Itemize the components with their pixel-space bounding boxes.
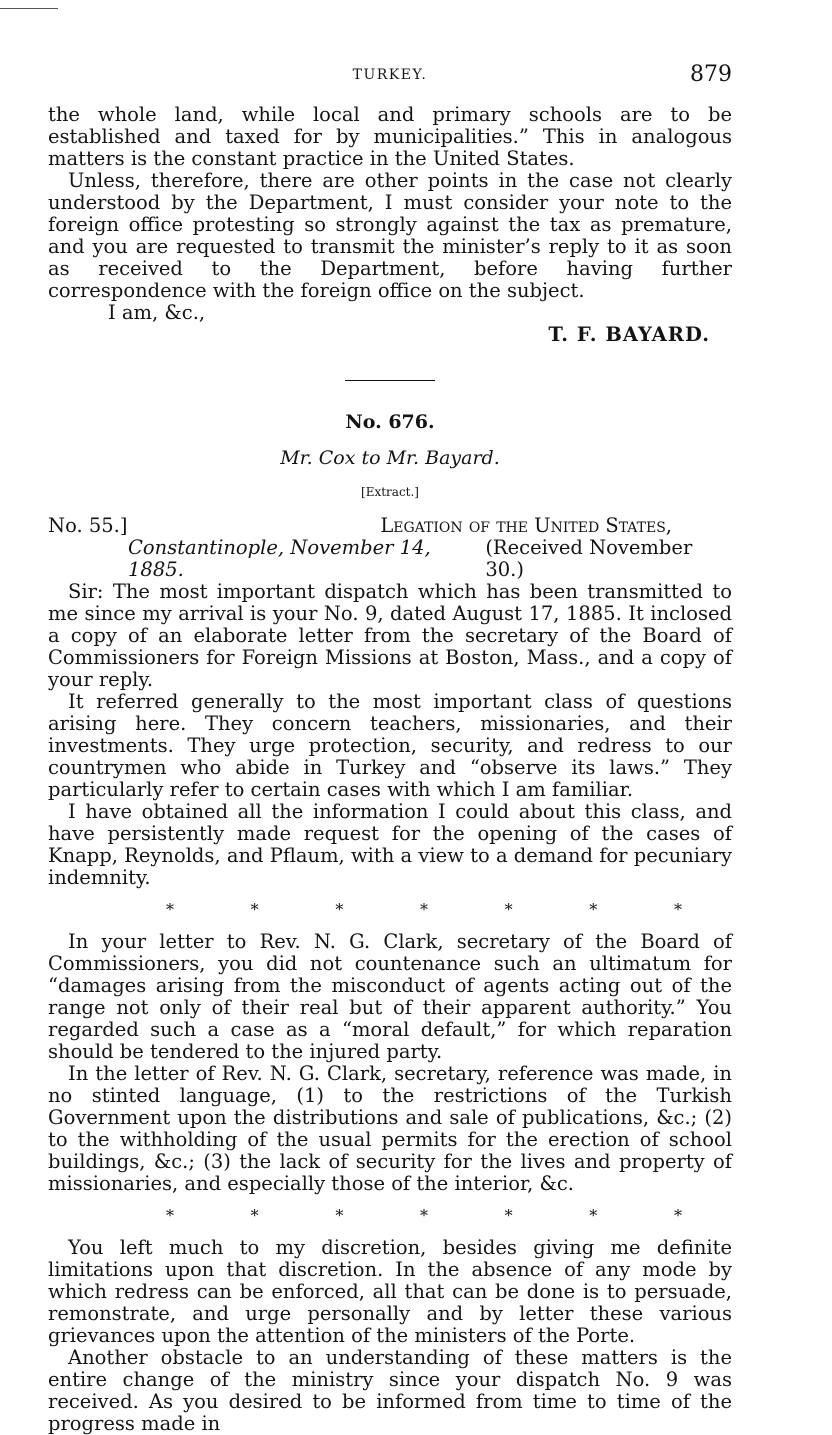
- section-divider: [345, 380, 435, 381]
- signature: T. F. BAYARD.: [548, 323, 710, 346]
- paragraph: You left much to my discretion, besides giving me definite limitations upon that discretion. In the absence of any mode by which redress can be enforced, all that can be done is to persuade, remonstrate, and urge personally and by letter these various grievances upon the attention of the ministers of the Porte.: [48, 1236, 732, 1347]
- paragraph: In the letter of Rev. N. G. Clark, secretary, reference was made, in no stinted language, (1) to the restrictions of the Turkish Government upon the distributions and sale of publications, &c.; (2) to the withholding of the usual permits for the erection of school buildings, &c.; (3) the lack of security for the lives and property of missionaries, and especially those of the interior, &c.: [48, 1062, 732, 1195]
- dispatch-header: [48, 515, 732, 537]
- legation-name: Legation of the United States,: [380, 514, 672, 537]
- asterisk: *: [166, 900, 174, 919]
- paragraph: It referred generally to the most important class of questions arising here. They concern teachers, missionaries, and their investments. They urge protection, security, and redress to our countrymen who abide in Turkey and “observe its laws.” They particularly refer to certain cases with which I am familiar.: [48, 690, 732, 801]
- asterisk: *: [589, 900, 598, 919]
- asterisk: *: [335, 1206, 344, 1225]
- document-number: No. 676.: [345, 411, 435, 433]
- dispatch-number: No. 55.]: [48, 514, 128, 537]
- document-heading: Mr. Cox to Mr. Bayard.: [280, 447, 500, 469]
- paragraph: In your letter to Rev. N. G. Clark, secretary of the Board of Commissioners, you did not countenance such an ultimatum for “damages arising from the misconduct of agents acting out of the range not only of their real but of their apparent authority.” You regarded such a case as a “moral default,” for which reparation should be tendered to the injured party.: [48, 930, 732, 1063]
- paragraph: Another obstacle to an understanding of these matters is the entire change of the ministry since your dispatch No. 9 was received. As you desired to be informed from time to time of the progress made in: [48, 1346, 732, 1435]
- place-date: Constantinople, November 14, 1885.: [128, 536, 431, 581]
- asterisk: *: [419, 1206, 428, 1225]
- asterisk: *: [673, 1206, 682, 1225]
- page-number: 879: [690, 62, 732, 87]
- running-title: TURKEY.: [352, 67, 428, 83]
- asterisk: *: [166, 1206, 174, 1225]
- extract-note: [Extract.]: [361, 485, 419, 499]
- paragraph: Sir: The most important dispatch which has been transmitted to me since my arrival is your No. 9, dated August 17, 1885. It inclosed a copy of an elaborate letter from the secretary of the Board of Commissioners for Foreign Missions at Boston, Mass., and a copy of your reply.: [48, 580, 732, 691]
- paragraph: I have obtained all the information I could about this class, and have persistently made request for the opening of the cases of Knapp, Reynolds, and Pflaum, with a view to a demand for pecuniary indemnity.: [48, 800, 732, 889]
- asterism-divider: [48, 1205, 732, 1227]
- dispatch-origin: [48, 537, 732, 581]
- asterisk: *: [250, 1206, 259, 1225]
- paragraph-continued: the whole land, while local and primary schools are to be established and taxed for by municipalities.” This in analogous matters is the constant practice in the United States.: [48, 103, 732, 170]
- running-header: [48, 62, 732, 92]
- paragraph: Unless, therefore, there are other points in the case not clearly understood by the Department, I must consider your note to the foreign office protesting so strongly against the tax as premature, and you are requested to transmit the minister’s reply to it as soon as received to the Department, before having further correspondence with the foreign office on the subject.: [48, 169, 732, 302]
- closing-salutation: I am, &c.,: [108, 301, 206, 324]
- asterisk: *: [335, 900, 344, 919]
- page-body: [48, 104, 732, 1435]
- received-date: (Received November 30.): [485, 536, 693, 581]
- asterisk: *: [250, 900, 259, 919]
- asterism-divider: [48, 899, 732, 921]
- top-edge-rule: [0, 8, 58, 9]
- asterisk: *: [673, 900, 682, 919]
- asterisk: *: [504, 900, 513, 919]
- asterisk: *: [589, 1206, 598, 1225]
- asterisk: *: [504, 1206, 513, 1225]
- asterisk: *: [419, 900, 428, 919]
